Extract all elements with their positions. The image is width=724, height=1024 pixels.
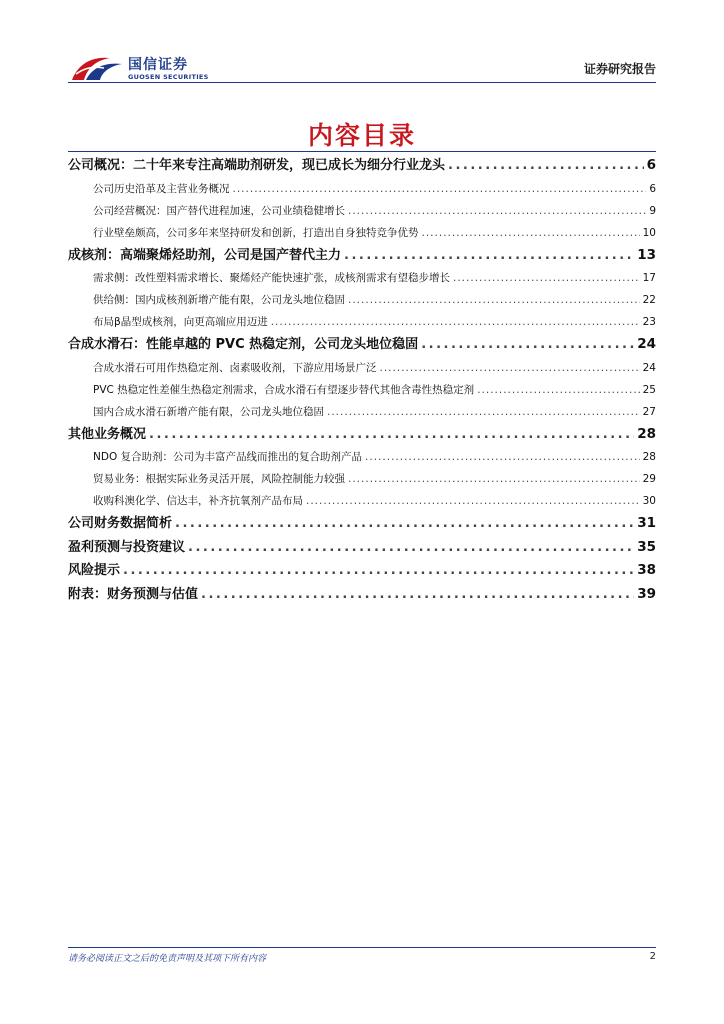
toc-entry-title: 供给侧：国内成核剂新增产能有限，公司龙头地位稳固 [93, 294, 345, 306]
header-divider [68, 82, 656, 83]
toc-entry-page: 9 [649, 204, 656, 217]
toc-entry-page: 38 [637, 562, 656, 578]
toc-entry-chapter[interactable] [68, 154, 656, 178]
logo-chinese-name: 国信证券 [128, 57, 188, 73]
toc-dot-leader [348, 289, 640, 311]
toc-dot-leader [201, 583, 634, 607]
toc-dot-leader [422, 222, 640, 244]
guosen-logo-icon [70, 54, 124, 82]
toc-entry-section[interactable] [68, 490, 656, 512]
toc-entry-page: 35 [637, 538, 656, 555]
toc-entry-page: 29 [642, 473, 656, 485]
toc-dot-leader [149, 423, 634, 447]
page-header [68, 44, 656, 86]
toc-entry-title: NDO 复合助剂：公司为丰富产品线而推出的复合助剂产品 [93, 451, 363, 463]
toc-title: 内容目录 [307, 121, 416, 150]
toc-dot-leader [348, 468, 640, 490]
toc-entry-chapter[interactable] [68, 536, 656, 560]
toc-entry-title: 收购科澳化学、信达丰，补齐抗氧剂产品布局 [93, 495, 303, 507]
footer-disclaimer: 请务必阅读正文之后的免责声明及其项下所有内容 [68, 954, 267, 964]
toc-dot-leader [365, 446, 640, 468]
toc-entry-title: 合成水滑石可用作热稳定剂、卤素吸收剂，下游应用场景广泛 [93, 361, 377, 374]
toc-entry-page: 24 [642, 361, 656, 374]
toc-entry-page: 17 [642, 272, 656, 284]
toc-entry-title: 公司财务数据简析 [68, 516, 173, 531]
toc-entry-section[interactable] [68, 311, 656, 333]
toc-entry-section[interactable] [68, 178, 656, 200]
toc-dot-leader [327, 401, 640, 423]
toc-entry-chapter[interactable] [68, 559, 656, 583]
toc-entry-title: 成核剂：高端聚烯烃助剂，公司是国产替代主力 [68, 247, 342, 263]
toc-entry-page: 24 [637, 336, 656, 352]
toc-dot-leader [453, 267, 640, 289]
toc-entry-title: 盈利预测与投资建议 [68, 539, 186, 555]
toc-entry-page: 13 [637, 246, 656, 263]
toc-entry-section[interactable] [68, 379, 656, 401]
toc-entry-page: 25 [642, 383, 656, 396]
toc-entry-chapter[interactable] [68, 512, 656, 536]
toc-entry-page: 23 [642, 316, 656, 328]
toc-entry-title: 公司概况：二十年来专注高端助剂研发，现已成长为细分行业龙头 [68, 158, 446, 173]
toc-entry-title: 行业壁垒颇高，公司多年来坚持研发和创新，打造出自身独特竞争优势 [93, 226, 419, 239]
guosen-logo [68, 50, 268, 84]
toc-entry-section[interactable] [68, 200, 656, 222]
toc-entry-chapter[interactable] [68, 423, 656, 447]
toc-entry-title: 布局β晶型成核剂，向更高端应用迈进 [93, 316, 268, 328]
toc-entry-page: 28 [642, 451, 656, 463]
toc-dot-leader [448, 154, 644, 178]
toc-dot-leader [344, 244, 634, 268]
table-of-contents [68, 154, 656, 606]
toc-entry-section[interactable] [68, 401, 656, 423]
toc-entry-title: 合成水滑石：性能卓越的 PVC 热稳定剂，公司龙头地位稳固 [68, 337, 419, 352]
toc-entry-title: 需求侧：改性塑料需求增长、聚烯烃产能快速扩张，成核剂需求有望稳步增长 [93, 272, 450, 284]
toc-entry-title: PVC 热稳定性差催生热稳定剂需求，合成水滑石有望逐步替代其他含毒性热稳定剂 [93, 383, 475, 396]
toc-dot-leader [380, 357, 640, 379]
toc-entry-page: 6 [646, 157, 656, 173]
toc-entry-title: 风险提示 [68, 563, 121, 578]
toc-entry-section[interactable] [68, 468, 656, 490]
toc-entry-title: 贸易业务：根据实际业务灵活开展，风险控制能力较强 [93, 473, 345, 485]
toc-entry-title: 附表：财务预测与估值 [68, 586, 199, 602]
toc-entry-section[interactable] [68, 357, 656, 379]
toc-dot-leader [188, 536, 634, 560]
toc-entry-page: 27 [642, 405, 656, 418]
toc-entry-title: 公司历史沿革及主营业务概况 [93, 182, 230, 195]
toc-dot-leader [233, 178, 647, 200]
page-number: 2 [649, 951, 656, 962]
toc-entry-section[interactable] [68, 289, 656, 311]
toc-entry-title: 国内合成水滑石新增产能有限，公司龙头地位稳固 [93, 405, 324, 418]
toc-entry-page: 22 [642, 294, 656, 306]
toc-entry-page: 31 [637, 515, 656, 531]
toc-entry-section[interactable] [68, 446, 656, 468]
toc-entry-page: 6 [649, 182, 656, 195]
toc-dot-leader [477, 379, 639, 401]
toc-dot-leader [421, 333, 634, 357]
toc-entry-chapter[interactable] [68, 583, 656, 607]
footer-divider [68, 947, 656, 948]
toc-dot-leader [271, 311, 640, 333]
toc-entry-title: 公司经营概况：国产替代进程加速，公司业绩稳健增长 [93, 204, 345, 217]
toc-dot-leader [175, 512, 634, 536]
toc-entry-chapter[interactable] [68, 333, 656, 357]
toc-title-divider [68, 151, 656, 152]
toc-entry-section[interactable] [68, 222, 656, 244]
toc-dot-leader [123, 559, 634, 583]
toc-entry-page: 10 [642, 226, 656, 239]
toc-entry-section[interactable] [68, 267, 656, 289]
report-type-label: 证券研究报告 [583, 62, 656, 76]
logo-english-name: GUOSEN SECURITIES [128, 73, 209, 81]
toc-entry-page: 30 [642, 495, 656, 507]
toc-entry-title: 其他业务概况 [68, 426, 147, 442]
toc-entry-chapter[interactable] [68, 244, 656, 268]
toc-entry-page: 28 [637, 425, 656, 442]
toc-entry-page: 39 [637, 585, 656, 602]
toc-dot-leader [348, 200, 646, 222]
toc-dot-leader [306, 490, 640, 512]
